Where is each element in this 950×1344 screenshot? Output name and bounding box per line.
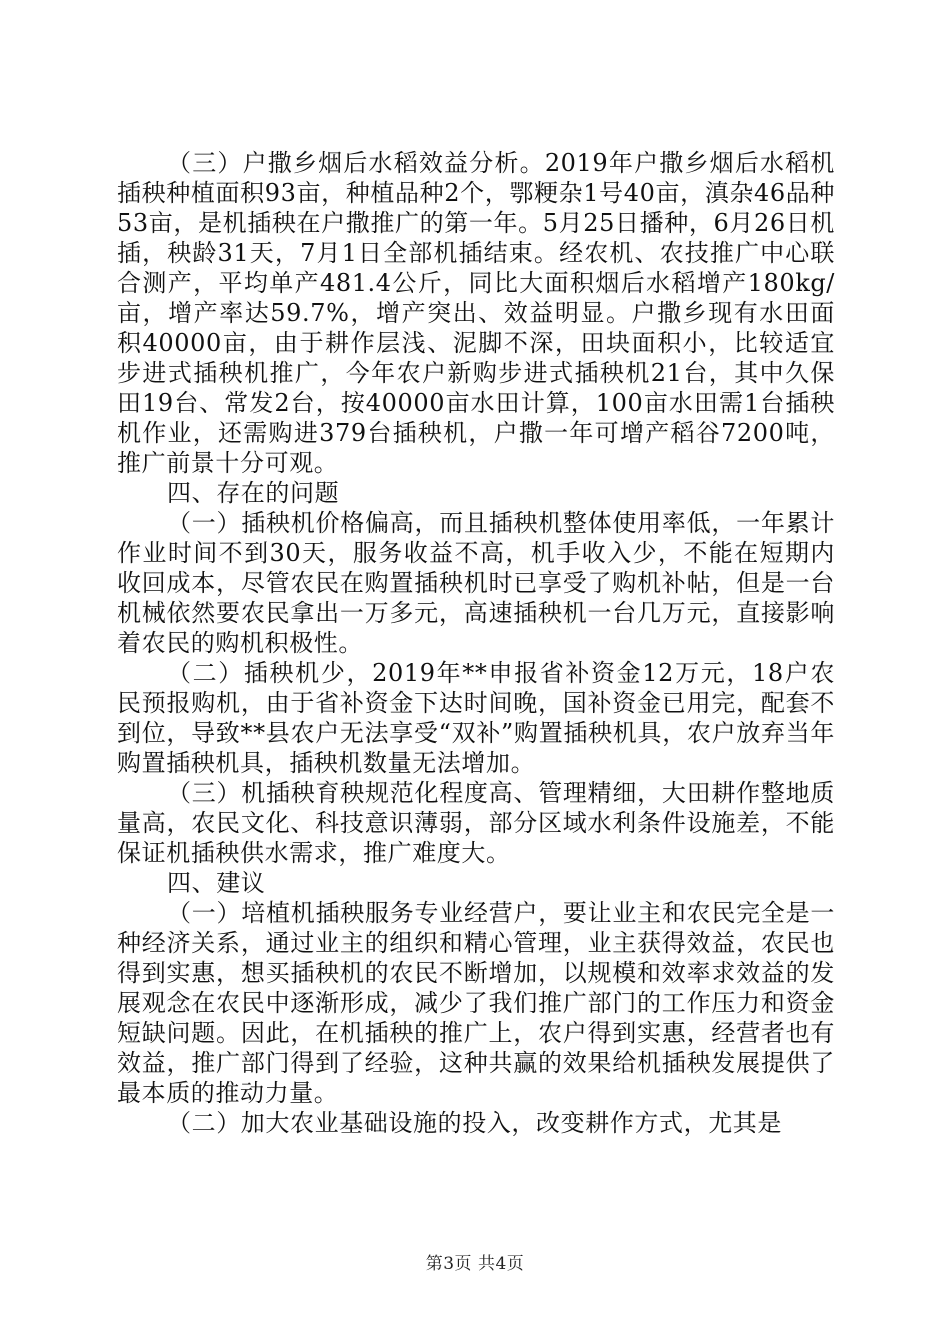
section-heading-problems: 四、存在的问题 (167, 479, 340, 507)
paragraph-suggestion-operators: （一）培植机插秧服务专业经营户，要让业主和农民完全是一种经济关系，通过业主的组织和精心管理，业主获得效益，农民也得到实惠，想买插秧机的农民不断增加，以规模和效率求效益的发展观念在农民中逐渐形成，减少了我们推广部门的工作压力和资金短缺问题。因此，在机插秧的推广上，农户得到实惠，经营者也有效益，推广部门得到了经验，这种共赢的效果给机插秧发展提供了最本质的推动力量。 (117, 899, 835, 1107)
page-footer: 第3页 共4页 (425, 1254, 525, 1274)
paragraph-problem-quantity: （二）插秧机少，2019年**申报省补资金12万元，18户农民预报购机，由于省补资金下达时间晚，国补资金已用完，配套不到位，导致**县农户无法享受“双补”购置插秧机具，农户放弃当年购置插秧机具，插秧机数量无法增加。 (117, 659, 835, 777)
paragraph-problem-difficulty: （三）机插秧育秧规范化程度高、管理精细，大田耕作整地质量高，农民文化、科技意识薄弱，部分区域水利条件设施差，不能保证机插秧供水需求，推广难度大。 (117, 779, 835, 867)
paragraph-benefit-analysis: （三）户撒乡烟后水稻效益分析。2019年户撒乡烟后水稻机插秧种植面积93亩，种植品种2个，鄂粳杂1号40亩，滇杂46品种53亩，是机插秧在户撒推广的第一年。5月25日播种，6月26日机插，秧龄31天，7月1日全部机插结束。经农机、农技推广中心联合测产，平均单产481.4公斤，同比大面积烟后水稻增产180kg/亩，增产率达59.7%，增产突出、效益明显。户撒乡现有水田面积40000亩，由于耕作层浅、泥脚不深，田块面积小，比较适宜步进式插秧机推广，今年农户新购步进式插秧机21台，其中久保田19台、常发2台，按40000亩水田计算，100亩水田需1台插秧机作业，还需购进379台插秧机，户撒一年可增产稻谷7200吨，推广前景十分可观。 (117, 149, 835, 477)
document-body (117, 148, 835, 1138)
paragraph-problem-price: （一）插秧机价格偏高，而且插秧机整体使用率低，一年累计作业时间不到30天，服务收益不高，机手收入少，不能在短期内收回成本，尽管农民在购置插秧机时已享受了购机补帖，但是一台机械依然要农民拿出一万多元，高速插秧机一台几万元，直接影响着农民的购机积极性。 (117, 509, 835, 657)
paragraph-suggestion-infrastructure: （二）加大农业基础设施的投入，改变耕作方式，尤其是 (167, 1109, 782, 1137)
section-heading-suggestions: 四、建议 (167, 869, 266, 897)
